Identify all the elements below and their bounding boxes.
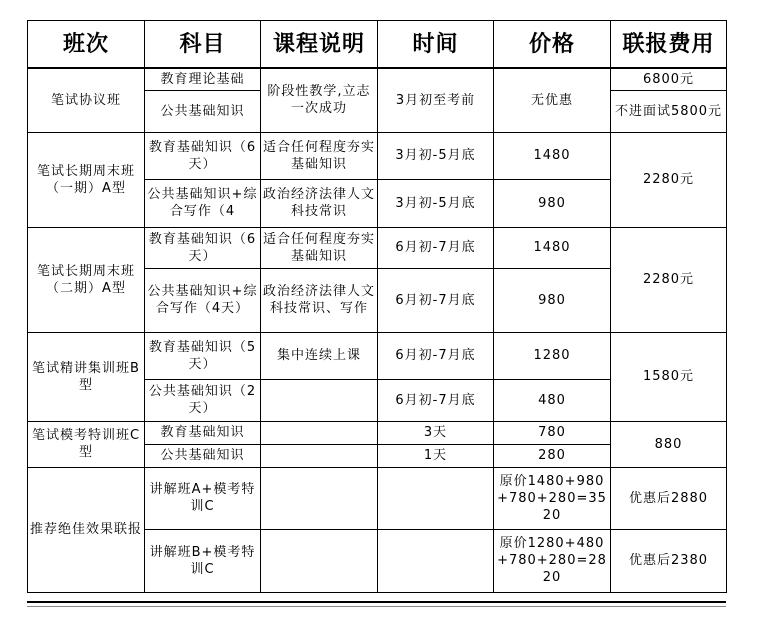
time: 3月初至考前 xyxy=(378,68,494,132)
subject: 公共基础知识+综合写作（4 xyxy=(145,179,261,227)
time-empty xyxy=(378,467,494,529)
course-description: 适合任何程度夯实基础知识 xyxy=(261,227,378,268)
price-table xyxy=(27,20,727,593)
table-row xyxy=(28,332,727,379)
time: 3天 xyxy=(378,421,494,444)
table-row xyxy=(28,68,727,90)
subject: 公共基础知识（2天） xyxy=(145,379,261,421)
combined-fee: 优惠后2880 xyxy=(611,467,727,529)
subject: 教育基础知识（6天） xyxy=(145,132,261,179)
course-description-empty xyxy=(261,529,378,592)
time: 6月初-7月底 xyxy=(378,227,494,268)
bottom-divider-thin xyxy=(27,606,726,607)
time: 3月初-5月底 xyxy=(378,179,494,227)
table-row xyxy=(28,227,727,268)
combined-fee: 6800元 xyxy=(611,68,727,90)
price: 原价1280+480+780+280=2820 xyxy=(494,529,611,592)
price: 980 xyxy=(494,268,611,332)
price: 原价1480+980+780+280=3520 xyxy=(494,467,611,529)
price: 480 xyxy=(494,379,611,421)
course-description: 政治经济法律人文科技常识 xyxy=(261,179,378,227)
subject: 教育基础知识 xyxy=(145,421,261,444)
table-row xyxy=(28,467,727,529)
price: 280 xyxy=(494,444,611,467)
subject: 教育基础知识（6天） xyxy=(145,227,261,268)
course-description: 阶段性教学,立志一次成功 xyxy=(261,68,378,132)
price: 1280 xyxy=(494,332,611,379)
time: 6月初-7月底 xyxy=(378,332,494,379)
price: 无优惠 xyxy=(494,68,611,132)
class-name: 笔试精讲集训班B型 xyxy=(28,332,145,421)
price: 1480 xyxy=(494,132,611,179)
header-row xyxy=(28,21,727,69)
subject: 公共基础知识 xyxy=(145,444,261,467)
time-empty xyxy=(378,529,494,592)
header-class: 班次 xyxy=(28,21,145,69)
header-time: 时间 xyxy=(378,21,494,69)
class-name: 笔试模考特训班C型 xyxy=(28,421,145,467)
table-row xyxy=(28,132,727,179)
combined-fee: 880 xyxy=(611,421,727,467)
course-description-empty xyxy=(261,444,378,467)
subject: 公共基础知识+综合写作（4天） xyxy=(145,268,261,332)
combined-fee: 优惠后2380 xyxy=(611,529,727,592)
combined-fee: 2280元 xyxy=(611,132,727,227)
combined-fee: 1580元 xyxy=(611,332,727,421)
class-name: 笔试长期周末班（一期）A型 xyxy=(28,132,145,227)
price: 980 xyxy=(494,179,611,227)
combined-fee: 2280元 xyxy=(611,227,727,332)
time: 6月初-7月底 xyxy=(378,379,494,421)
header-price: 价格 xyxy=(494,21,611,69)
class-name: 笔试协议班 xyxy=(28,68,145,132)
course-description-empty xyxy=(261,467,378,529)
subject: 讲解班B+模考特训C xyxy=(145,529,261,592)
time: 1天 xyxy=(378,444,494,467)
subject: 教育基础知识（5天） xyxy=(145,332,261,379)
class-name: 笔试长期周末班（二期）A型 xyxy=(28,227,145,332)
subject: 公共基础知识 xyxy=(145,90,261,132)
header-description: 课程说明 xyxy=(261,21,378,69)
subject: 教育理论基础 xyxy=(145,68,261,90)
price: 780 xyxy=(494,421,611,444)
course-description: 政治经济法律人文科技常识、写作 xyxy=(261,268,378,332)
course-description-empty xyxy=(261,421,378,444)
course-description: 集中连续上课 xyxy=(261,332,378,379)
time: 3月初-5月底 xyxy=(378,132,494,179)
header-subject: 科目 xyxy=(145,21,261,69)
course-description: 适合任何程度夯实基础知识 xyxy=(261,132,378,179)
subject: 讲解班A+模考特训C xyxy=(145,467,261,529)
header-combined-fee: 联报费用 xyxy=(611,21,727,69)
time: 6月初-7月底 xyxy=(378,268,494,332)
price: 1480 xyxy=(494,227,611,268)
course-description-empty xyxy=(261,379,378,421)
combined-fee: 不进面试5800元 xyxy=(611,90,727,132)
bottom-divider xyxy=(27,601,726,603)
class-name: 推荐绝佳效果联报 xyxy=(28,467,145,592)
table-row xyxy=(28,421,727,444)
